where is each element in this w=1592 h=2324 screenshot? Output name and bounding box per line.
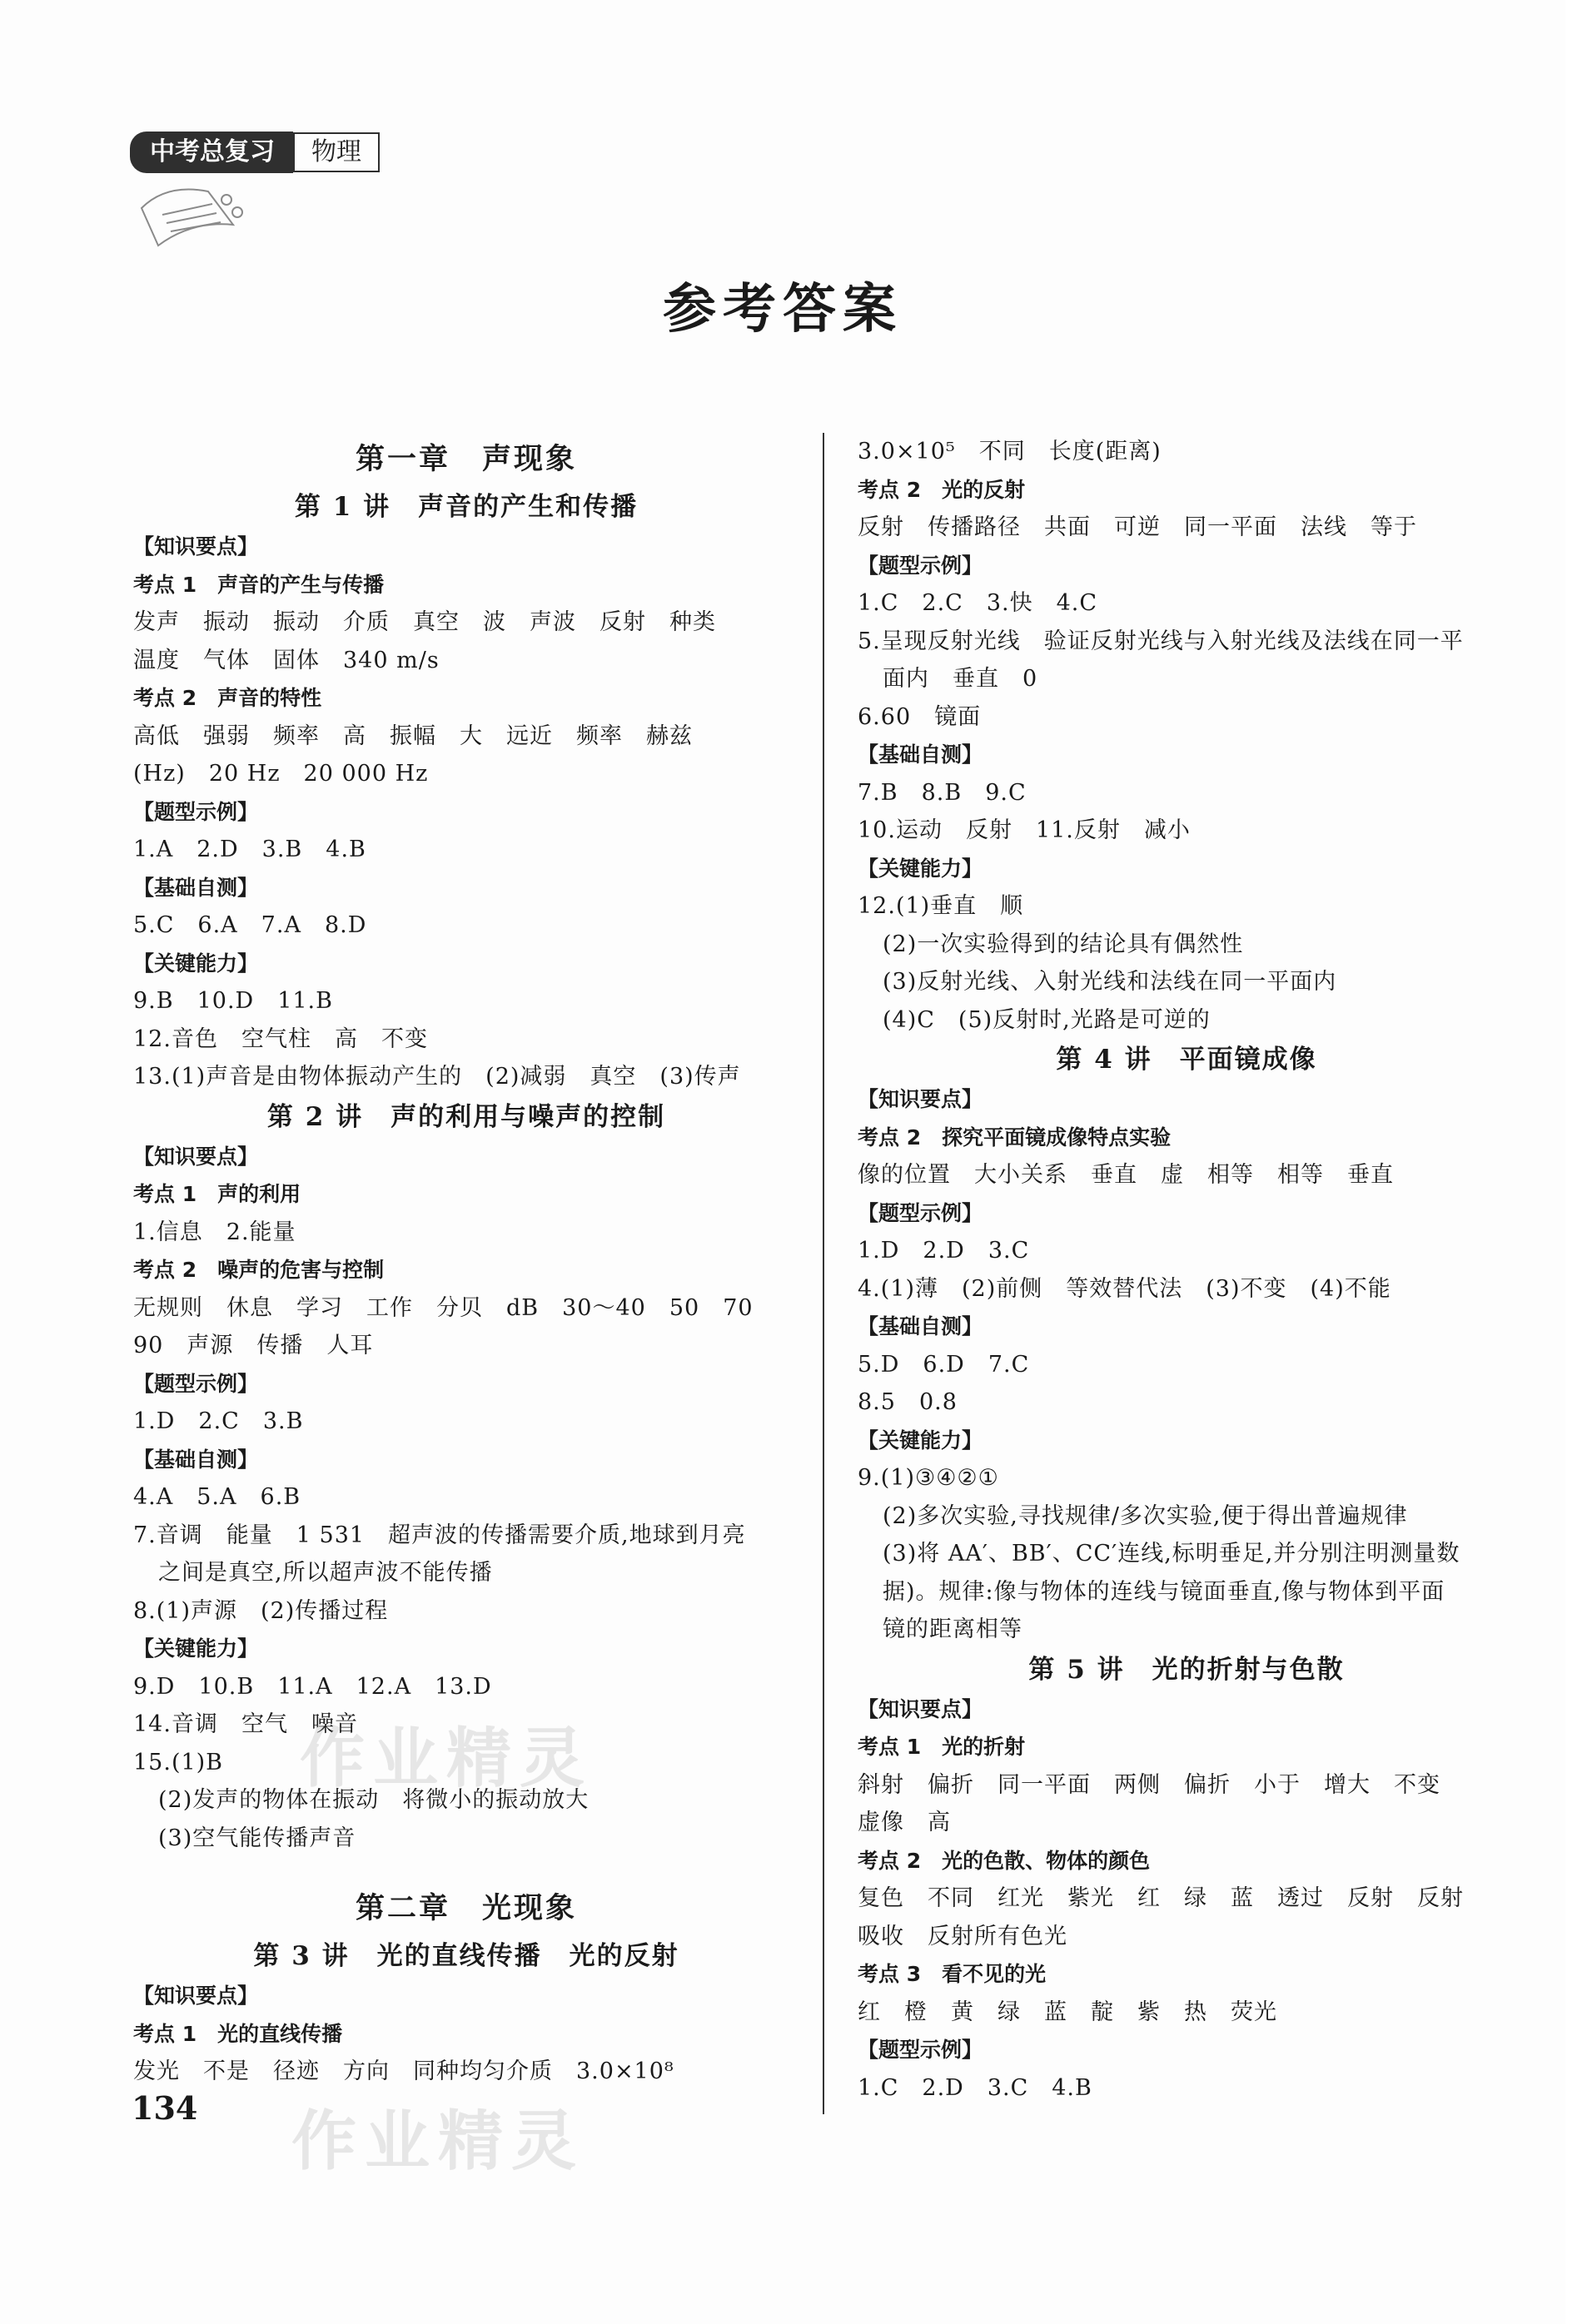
answer-line: 8.5 0.8 (858, 1389, 958, 1415)
lecture-title: 第 3 讲 光的直线传播 光的反射 (253, 1941, 679, 1971)
section-heading: 【基础自测】 (858, 1314, 983, 1338)
section-heading: 【知识要点】 (133, 1144, 259, 1169)
key-point-heading: 考点 1 声音的产生与传播 (133, 572, 385, 597)
section-heading: 【知识要点】 (133, 1984, 259, 2008)
answer-line: 14.音调 空气 噪音 (133, 1711, 358, 1737)
left-column (133, 433, 799, 2091)
answer-line: 1.D 2.D 3.C (858, 1238, 1030, 1264)
answer-line: 1.A 2.D 3.B 4.B (133, 837, 366, 862)
section-heading: 【关键能力】 (858, 1428, 983, 1452)
watermark: 作业精灵 (300, 1721, 594, 1796)
key-point-heading: 考点 1 光的折射 (858, 1735, 1026, 1759)
answer-line: 3.0×10⁵ 不同 长度(距离) (858, 439, 1162, 464)
answer-line: 4.A 5.A 6.B (133, 1484, 301, 1510)
key-point-heading: 考点 2 噪声的危害与控制 (133, 1258, 385, 1282)
key-point-heading: 考点 1 声的利用 (133, 1182, 301, 1206)
answer-line: 15.(1)B (133, 1749, 224, 1775)
answer-line: 1.C 2.C 3.快 4.C (858, 590, 1098, 616)
section-heading: 【关键能力】 (133, 951, 259, 976)
answer-line: 据)。规律:像与物体的连线与镜面垂直,像与物体到平面 (883, 1578, 1445, 1605)
answer-line: (2)多次实验,寻找规律/多次实验,便于得出普遍规律 (883, 1502, 1408, 1529)
page-title: 参考答案 (663, 278, 903, 340)
answer-line: (4)C (5)反射时,光路是可逆的 (883, 1006, 1211, 1033)
key-point-heading: 考点 2 光的色散、物体的颜色 (858, 1848, 1151, 1873)
answer-line: 复色 不同 红光 紫光 红 绿 蓝 透过 反射 反射 (858, 1885, 1464, 1911)
column-divider (823, 433, 824, 2114)
answer-line: 吸收 反射所有色光 (858, 1923, 1067, 1949)
answer-line: (2)一次实验得到的结论具有偶然性 (883, 931, 1244, 957)
answer-line: (3)将 AA′、BB′、CC′连线,标明垂足,并分别注明测量数 (883, 1541, 1460, 1567)
answer-line: 无规则 休息 学习 工作 分贝 dB 30～40 50 70 (133, 1294, 754, 1321)
key-point-heading: 考点 2 光的反射 (858, 477, 1026, 502)
lecture-title: 第 2 讲 声的利用与噪声的控制 (266, 1101, 666, 1132)
answer-line: 9.(1)③④②① (858, 1465, 999, 1491)
answer-line: 1.信息 2.能量 (133, 1219, 296, 1245)
section-heading: 【题型示例】 (858, 1200, 983, 1225)
answer-line: 8.(1)声源 (2)传播过程 (133, 1597, 389, 1624)
subject-label: 物理 (293, 132, 380, 172)
answer-line: 10.运动 反射 11.反射 减小 (858, 817, 1191, 843)
answer-line: 7.音调 能量 1 531 超声波的传播需要介质,地球到月亮 (133, 1522, 746, 1548)
section-heading: 【题型示例】 (133, 1371, 259, 1396)
answer-line: 6.60 镜面 (858, 703, 982, 730)
key-point-heading: 考点 2 探究平面镜成像特点实验 (858, 1125, 1172, 1150)
answer-line: 面内 垂直 0 (883, 666, 1038, 692)
section-heading: 【基础自测】 (133, 875, 259, 900)
answer-line: 1.C 2.D 3.C 4.B (858, 2074, 1092, 2101)
answer-line: 红 橙 黄 绿 蓝 靛 紫 热 荧光 (858, 1999, 1277, 2025)
lecture-title: 第 1 讲 声音的产生和传播 (294, 492, 639, 522)
header-badge (130, 132, 380, 173)
answer-line: 9.B 10.D 11.B (133, 988, 333, 1014)
section-heading: 【题型示例】 (858, 2038, 983, 2062)
chapter-title: 第一章 声现象 (355, 442, 577, 476)
section-heading: 【题型示例】 (133, 799, 259, 824)
answer-line: 反射 传播路径 共面 可逆 同一平面 法线 等于 (858, 514, 1417, 540)
right-column (858, 433, 1515, 2107)
lecture-title: 第 5 讲 光的折射与色散 (1028, 1654, 1345, 1685)
answer-line: 12.音色 空气柱 高 不变 (133, 1025, 428, 1052)
answer-line: 高低 强弱 频率 高 振幅 大 远近 频率 赫兹 (133, 723, 693, 749)
notebook-logo-icon (133, 175, 258, 258)
answer-line: 像的位置 大小关系 垂直 虚 相等 相等 垂直 (858, 1162, 1394, 1188)
series-label: 中考总复习 (130, 132, 293, 173)
answer-line: 1.D 2.C 3.B (133, 1408, 304, 1434)
answer-line: 温度 气体 固体 340 m/s (133, 647, 440, 673)
answer-line: 发声 振动 振动 介质 真空 波 声波 反射 种类 (133, 609, 716, 635)
answer-line: 5.C 6.A 7.A 8.D (133, 912, 367, 938)
answer-line: 斜射 偏折 同一平面 两侧 偏折 小于 增大 不变 (858, 1771, 1440, 1798)
answer-line: 90 声源 传播 人耳 (133, 1333, 374, 1358)
watermark-footer: 作业精灵 (291, 2104, 585, 2179)
answer-line: 5.呈现反射光线 验证反射光线与入射光线及法线在同一平 (858, 628, 1464, 654)
spacer (133, 1857, 799, 1882)
answer-line: 虚像 高 (858, 1810, 951, 1835)
answer-line: 4.(1)薄 (2)前侧 等效替代法 (3)不变 (4)不能 (858, 1275, 1391, 1302)
chapter-title: 第二章 光现象 (355, 1891, 577, 1925)
answer-line: 7.B 8.B 9.C (858, 779, 1027, 806)
lecture-title: 第 4 讲 平面镜成像 (1056, 1045, 1317, 1075)
answer-line: 镜的距离相等 (883, 1616, 1022, 1642)
answer-line: (2)发声的物体在振动 将微小的振动放大 (158, 1787, 590, 1813)
answer-line: 发光 不是 径迹 方向 同种均匀介质 3.0×10⁸ (133, 2058, 674, 2084)
answer-line: 13.(1)声音是由物体振动产生的 (2)减弱 真空 (3)传声 (133, 1064, 741, 1090)
answer-line: (3)反射光线、入射光线和法线在同一平面内 (883, 969, 1337, 995)
section-heading: 【关键能力】 (858, 856, 983, 881)
section-heading: 【知识要点】 (858, 1696, 983, 1721)
key-point-heading: 考点 3 看不见的光 (858, 1962, 1047, 1986)
section-heading: 【题型示例】 (858, 553, 983, 578)
section-heading: 【基础自测】 (133, 1447, 259, 1472)
page-number: 134 (132, 2089, 198, 2127)
key-point-heading: 考点 2 声音的特性 (133, 686, 322, 710)
answer-line: (Hz) 20 Hz 20 000 Hz (133, 761, 429, 787)
answer-line: (3)空气能传播声音 (158, 1825, 356, 1851)
section-heading: 【基础自测】 (858, 742, 983, 767)
section-heading: 【知识要点】 (133, 534, 259, 559)
section-heading: 【知识要点】 (858, 1087, 983, 1111)
answer-line: 之间是真空,所以超声波不能传播 (158, 1560, 493, 1586)
answer-line: 9.D 10.B 11.A 12.A 13.D (133, 1673, 492, 1700)
answer-line: 5.D 6.D 7.C (858, 1351, 1030, 1378)
answer-line: 12.(1)垂直 顺 (858, 893, 1024, 919)
section-heading: 【关键能力】 (133, 1636, 259, 1661)
key-point-heading: 考点 1 光的直线传播 (133, 2021, 343, 2046)
